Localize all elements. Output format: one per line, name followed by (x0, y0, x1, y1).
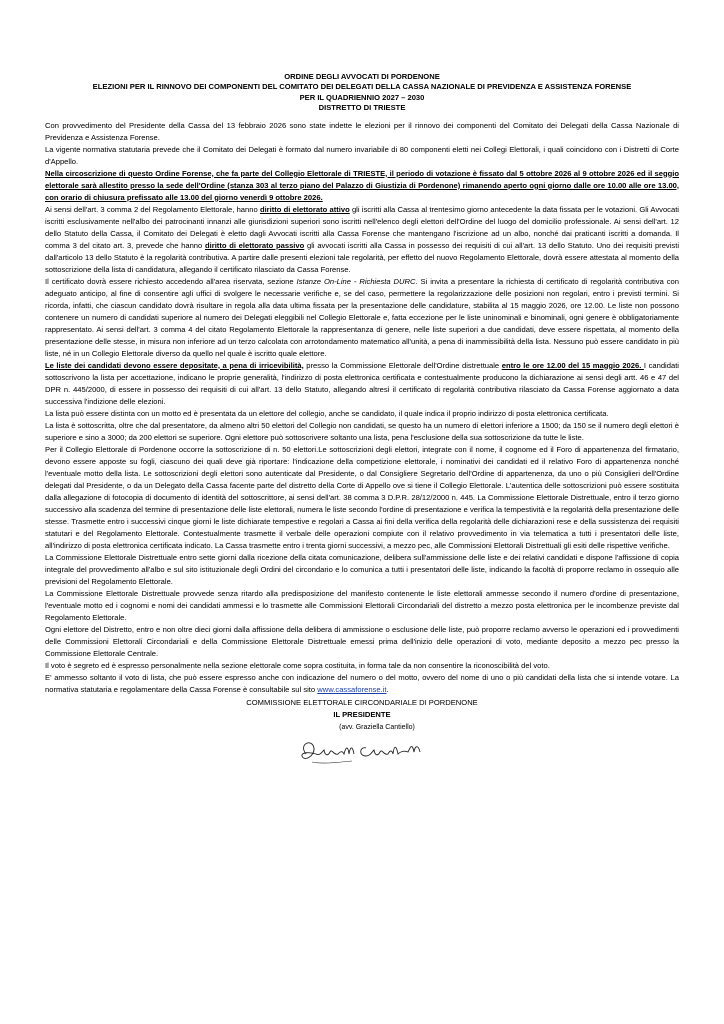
paragraph-elettorato (45, 204, 679, 276)
handwritten-signature (292, 734, 432, 768)
paragraph-voto-lista (45, 672, 679, 696)
text-segment: gli avvocati iscritti alla Cassa in possesso dei requisiti di cui all'art. 13 dello Statuto. Uno dei requisiti previsti dall'articolo 13 dello Statuto è la regolarità contributiva. A partire dalle presenti elezioni tale regolarità, per effetto del nuovo Regolamento Elettorale, dovrà essere attestata al momento della sottoscrizione della lista di candidatura, allegando il certificato rilasciato da Cassa Forense. (45, 240, 680, 274)
paragraph-normativa: La vigente normativa statutaria prevede che il Comitato dei Delegati è formato dal numero invariabile di 80 componenti eletti nei Collegi Elettorali, i quali coincidono con i Distretti di Corte d'Appello. (45, 144, 679, 166)
paragraph-certificato (45, 276, 679, 360)
header-election-title: ELEZIONI PER IL RINNOVO DEI COMPONENTI DEL COMITATO DEI DELEGATI DELLA CASSA NAZIONALE DI PREVIDENZA E ASSISTENZA FORENSE (92, 82, 632, 92)
footer-president-name: (avv. Graziella Cantiello) (339, 723, 415, 731)
footer-commission: COMMISSIONE ELETTORALE CIRCONDARIALE DI PORDENONE (246, 697, 478, 707)
document-header (45, 72, 679, 114)
paragraph-voto-segreto: Il voto è segreto ed è espresso personalmente nella sezione elettorale come sopra costituita, in forma tale da non consentire la riconoscibilità del voto. (45, 660, 550, 670)
text-deposito-liste: Le liste dei candidati devono essere depositate, a pena di irricevibilità, (45, 360, 304, 370)
paragraph-pordenone: Per il Collegio Elettorale di Pordenone occorre la sottoscrizione di n. 50 elettori.Le sottoscrizioni degli elettori, integrate con il nome, il cognome ed il Foro di appartenenza del firmatario, devono essere apposte su fogli, ciascuno dei quali deve già riportare: l'indicazione della competizione elettorale, i nominativi dei candidati ed il relativo Foro di appartenenza nonché l'eventuale motto della lista. Le sottoscrizioni degli elettori sono autenticate dal Presidente, o dal Consigliere Segretario dell'Ordine di appartenenza, da uno o più Consiglieri dell'Ordine delegati dal Presidente, o da un Delegato della Cassa facente parte del distretto della Corte di Appello ove si tiene il Collegio Elettorale. L'autentica delle sottoscrizioni può essere sostituita dalla allegazione di fotocopia di documento di identità del sottoscrittore, ai sensi dell'art. 38 comma 3 D.P.R. 28/12/2000 n. 445. La Commissione Elettorale Distrettuale, entro il terzo giorno successivo alla scadenza del termine di presentazione delle liste elettorali, numera le liste secondo l'ordine di presentazione e verifica la tempestività e la regolarità della presentazione delle stesse. Trasmette entro i successivi cinque giorni le liste dichiarate tempestive e regolari a Cassa ai fini della verifica della regolarità delle dichiarazioni rese e della sussistenza dei requisiti statutari e del Regolamento Elettorale. Contestualmente trasmette il verbale delle operazioni compiute con il relativo provvedimento in via telematica a tutti i presentatori delle liste, all'indirizzo di posta elettronica certificata indicato. La Cassa trasmette entro i trenta giorni successivi, a mezzo pec, alle Commissioni Elettorali Distrettuali gli esiti delle rispettive verifiche. (45, 444, 679, 550)
paragraph-indizione: Con provvedimento del Presidente della Cassa del 13 febbraio 2026 sono state indette le elezioni per il rinnovo dei componenti del Comitato dei Delegati della Cassa Nazionale di Previdenza e Assistenza Forense. (45, 120, 679, 142)
text-segment: . Si invita a presentare la richiesta di certificato di regolarità contributiva con adeguato anticipo, al fine di consentire agli uffici di svolgere le necessarie verifiche e, se del caso, permettere la regolarizzazione delle posizioni non regolari, entro i previsti termini. Si ricorda, infatti, che ciascun candidato dovrà risultare in regola alla data ultima fissata per la presentazione delle candidature, stabilita al 15 maggio 2026, ore 12.00. Le liste non possono contenere un numero di candidati superiore al numero dei Delegati eleggibili nel Collegio Elettorale e, fatta eccezione per le liste uninominali e binominali, ogni genere è obbligatoriamente rappresentato. Ai sensi dell'art. 3 comma 4 del citato Regolamento Elettorale la rappresentanza di genere, nelle liste superiori a due candidati, deve essere rispettata, al momento della presentazione delle stesse, in misura non inferiore ad un terzo calcolata con arrotondamento matematico all'unità, a pena di inammissibilità della lista. Nessuno può essere candidato in più liste, né in un Collegio Elettorale diverso da quello nel quale è iscritto quale elettore. (45, 276, 679, 358)
paragraph-deposito-liste (45, 360, 679, 408)
text-elettorato-attivo: diritto di elettorato attivo (259, 204, 350, 214)
text-segment: I candidati sottoscrivono la lista per accettazione, indicano le proprie generalità, l'indirizzo di posta elettronica certificata e contestualmente producono la dichiarazione ai sensi degli artt. 46 e 47 del DPR n. 445/2000, di essere in possesso dei requisiti di cui all'art. 13 dello Statuto, allegando altresì il certificato di regolarità contributiva rilasciato da Cassa Forense aggiornato a data successiva l'indizione delle elezioni. (45, 360, 679, 406)
header-district: DISTRETTO DI TRIESTE (318, 103, 406, 113)
paragraph-ammissione: La Commissione Elettorale Distrettuale entro sette giorni dalla ricezione della citata comunicazione, delibera sull'ammissione delle liste e dei relativi candidati e dispone l'affissione di copia integrale del provvedimento all'albo e sul sito istituzionale degli Ordini del circondario e lo comunica a tutti i presentatori delle liste, indicando la facoltà di proporre reclamo in ossequio alle previsioni del Regolamento Elettorale. (45, 552, 679, 586)
paragraph-sottoscrizione: La lista è sottoscritta, oltre che dal presentatore, da almeno altri 50 elettori del Collegio non candidati, se questo ha un numero di elettori inferiore a 1500; da 150 se il numero degli elettori è superiore e sino a 3000; da 200 elettori se superiore. Ogni elettore può sottoscrivere soltanto una lista, pena l'esclusione della sua sottoscrizione da tutte le liste. (45, 420, 679, 442)
paragraph-motto: La lista può essere distinta con un motto ed è presentata da un elettore del collegio, anche se candidato, il quale indica il proprio indirizzo di posta elettronica certificata. (45, 408, 609, 418)
text-segment: E' ammesso soltanto il voto di lista, che può essere espresso anche con indicazione del numero o del motto, ovvero del nome di uno o più candidati della lista che si intende votare. La normativa statutaria e regolamentare della Cassa Forense è consultabile sul sito (45, 672, 679, 694)
text-segment: Il certificato dovrà essere richiesto accedendo all'area riservata, sezione (45, 276, 297, 286)
cassaforense-link[interactable]: www.cassaforense.it (317, 684, 387, 694)
text-segment: Ai sensi dell'art. 3 comma 2 del Regolamento Elettorale, hanno (45, 204, 260, 214)
paragraph-votazione: Nella circoscrizione di questo Ordine Forense, che fa parte del Collegio Elettorale di TRIESTE, il periodo di votazione è fissato dal 5 ottobre 2026 al 9 ottobre 2026 ed il seggio elettorale sarà allestito presso la sede dell'Ordine (stanza 303 al terzo piano del Palazzo di Giustizia di Pordenone) rimanendo aperto ogni giorno dalle ore 10.00 alle ore 13.00, con orario di chiusura prefissato alle 13.00 del giorno venerdì 9 ottobre 2026. (45, 168, 679, 202)
footer-president-title: IL PRESIDENTE (333, 709, 391, 719)
text-segment: presso la Commissione Elettorale dell'Ordine distrettuale (303, 360, 502, 370)
header-order-name: ORDINE DEGLI AVVOCATI DI PORDENONE (284, 72, 440, 81)
text-istanze-online: Istanze On-Line - Richiesta DURC (296, 276, 416, 286)
paragraph-reclamo: Ogni elettore del Distretto, entro e non oltre dieci giorni dalla affissione della delibera di ammissione o esclusione delle liste, può proporre reclamo avverso le operazioni ed i provvedimenti delle Commissioni Elettorali Circondariali e della Commissione Elettorale Distrettuale emessi prima dell'inizio delle operazioni di voto, mediante deposito a mezzo pec presso la Commissione Elettorale Centrale. (45, 624, 679, 658)
text-elettorato-passivo: diritto di elettorato passivo (204, 240, 305, 250)
text-segment: . (386, 684, 389, 694)
text-segment: gli iscritti alla Cassa al trentesimo giorno antecedente la data fissata per le votazioni. Gli Avvocati iscritti esclusivamente nell'albo dei patrocinanti innanzi alle giurisdizioni superiori sono iscritti nell'elenco degli elettori dell'Ordine del luogo del domicilio professionale. Ai sensi dell'art. 12 dello Statuto della Cassa, il Comitato dei Delegati è eletto dagli Avvocati iscritti alla Cassa Forense che mantengano l'iscrizione ad un albo, nonché dai praticanti iscritti a domanda. Il comma 3 del citato art. 3, prevede che hanno (45, 204, 679, 250)
paragraph-manifesto: La Commissione Elettorale Distrettuale provvede senza ritardo alla predisposizione del manifesto contenente le liste elettorali ammesse secondo il numero d'ordine di presentazione, l'eventuale motto ed i cognomi e nomi dei candidati ammessi e lo trasmette alle Commissioni Elettorali Circondariali del distretto a mezzo posta elettronica per le incombenze previste dal Regolamento Elettorale. (45, 588, 679, 622)
document-page (45, 72, 679, 768)
document-footer (45, 697, 679, 768)
header-period: PER IL QUADRIENNIO 2027 – 2030 (299, 92, 425, 102)
text-scadenza: entro le ore 12.00 del 15 maggio 2026. (501, 360, 644, 370)
